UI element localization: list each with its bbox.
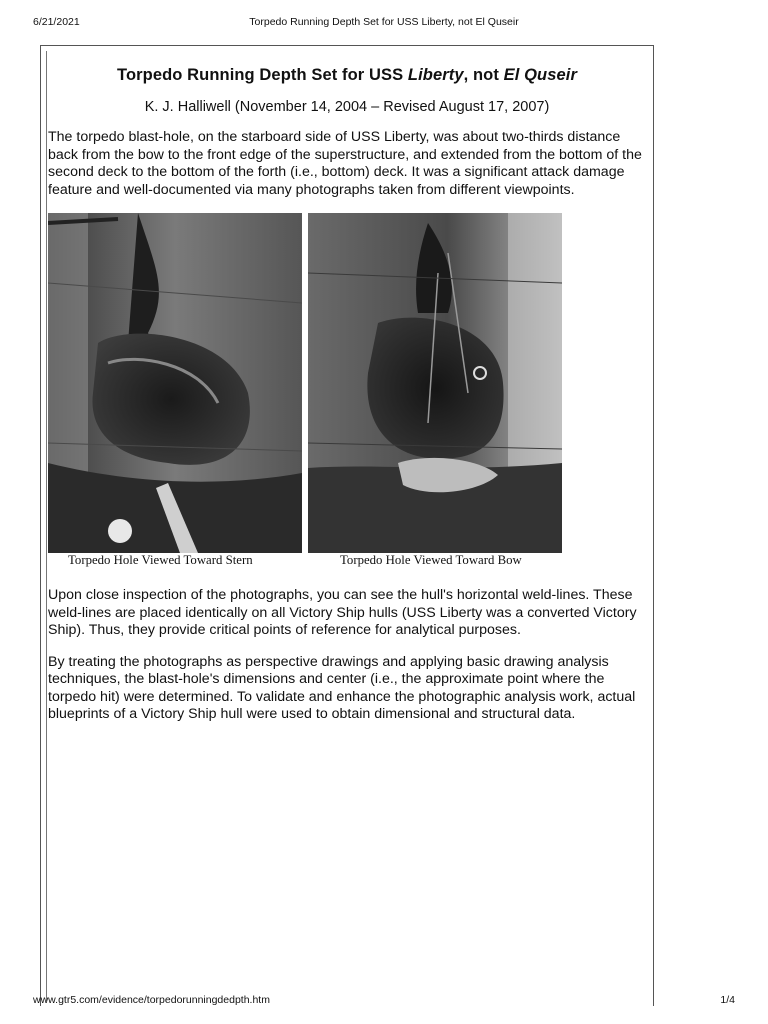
torpedo-hole-stern-photo bbox=[48, 213, 302, 553]
torpedo-hole-bow-photo bbox=[308, 213, 562, 553]
title-italic-liberty: Liberty bbox=[407, 66, 464, 84]
title-part-2: , not bbox=[463, 66, 504, 84]
page-url: www.gtr5.com/evidence/torpedorunningdedpth.htm bbox=[33, 994, 270, 1006]
photo-captions bbox=[48, 553, 568, 573]
stern-photo-image bbox=[48, 213, 302, 553]
paragraph-analysis: By treating the photographs as perspective drawings and applying basic drawing analysis techniques, the blast-hole's dimensions and center (i.e., the approximate point where the torpedo hit) were determined. To validate and enhance the photographic analysis work, actual blueprints of a Victory Ship hull were used to obtain dimensional and structural data. bbox=[48, 653, 636, 722]
print-header bbox=[0, 16, 768, 32]
caption-bow: Torpedo Hole Viewed Toward Bow bbox=[340, 553, 522, 567]
title-part-1: Torpedo Running Depth Set for USS bbox=[116, 66, 408, 84]
photo-row bbox=[48, 213, 568, 557]
paragraph-intro: The torpedo blast-hole, on the starboard side of USS Liberty, was about two-thirds distance back from the bow to the front edge of the superstructure, and extended from the bottom of the second deck to the bottom of the forth (i.e., bottom) deck. It was a significant attack damage feature and well-documented via many photographs taken from different viewpoints. bbox=[48, 129, 642, 198]
print-date: 6/21/2021 bbox=[33, 16, 80, 28]
title-italic-el-quseir: El Quseir bbox=[503, 66, 577, 84]
caption-stern: Torpedo Hole Viewed Toward Stern bbox=[68, 553, 253, 567]
paragraph-weld-lines: Upon close inspection of the photographs, you can see the hull's horizontal weld-lines. These weld-lines are placed identically on all Victory Ship hulls (USS Liberty was a converted Victory Ship). Thus, they provide critical points of reference for analytical purposes. bbox=[48, 587, 637, 638]
article-content bbox=[48, 58, 646, 724]
print-page-title: Torpedo Running Depth Set for USS Liberty, not El Quseir bbox=[249, 16, 519, 28]
page-number: 1/4 bbox=[720, 994, 735, 1006]
author-line: K. J. Halliwell (November 14, 2004 – Revised August 17, 2007) bbox=[144, 99, 550, 115]
frame-inner-line bbox=[46, 51, 47, 1001]
bow-photo-image bbox=[308, 213, 562, 553]
article-title bbox=[48, 66, 646, 85]
